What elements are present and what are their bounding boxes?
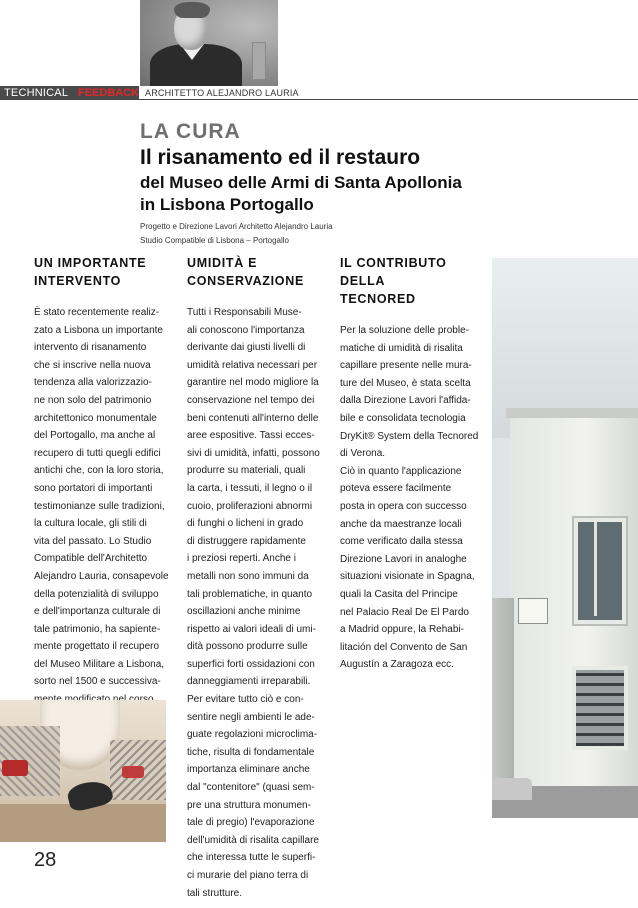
facade-sign bbox=[518, 598, 548, 624]
column-2-heading bbox=[187, 254, 337, 290]
rubric-divider bbox=[0, 99, 638, 100]
portrait-hair bbox=[174, 2, 210, 18]
museum-facade-photo bbox=[492, 258, 638, 818]
facade-upper-window bbox=[574, 518, 626, 624]
page-number: 28 bbox=[34, 849, 57, 871]
rubric-author: ARCHITETTO ALEJANDRO LAURIA bbox=[145, 88, 299, 98]
facade-cornice bbox=[506, 408, 638, 418]
column-3-heading bbox=[340, 254, 490, 308]
rubric-technical: TECHNICAL bbox=[4, 87, 69, 99]
article-kicker: LA CURA bbox=[140, 120, 241, 143]
article-column-3 bbox=[340, 254, 490, 674]
facade-window-mullion bbox=[594, 522, 597, 616]
interior-red-object-right bbox=[122, 766, 144, 778]
column-3-heading-line1: IL CONTRIBUTO DELLA bbox=[340, 256, 447, 288]
portrait-tower bbox=[252, 42, 266, 80]
article-title: Il risanamento ed il restauro bbox=[140, 146, 421, 169]
column-2-heading-line1: UMIDITÀ E bbox=[187, 256, 258, 270]
column-1-heading-line1: UN IMPORTANTE bbox=[34, 256, 147, 270]
column-2-text: Tutti i Responsabili Muse- ali conoscono l'importanza derivante dai giusti livelli di umidità relativa necessari per garantire nel modo migliore la conservazione nel tempo dei beni contenuti all'interno delle aree espositive. Tassi ecces- sivi di umidità, infatti, possono produrre su materiali, quali la carta, i tessuti, il legno o il cuoio, proliferazioni abnormi di funghi o licheni in grado di distruggere rapidamente i preziosi reperti. Anche i metalli non sono immuni da tali problematiche, in quanto oscillazioni anche minime rispetto ai valori ideali di umi- dità possono produrre sulle superfici forti ossidazioni con danneggiamenti irreparabili. Per evitare tutto ciò e con- sentire negli ambienti le ade- guate regolazioni microclima- tiche, risulta di fondamentale importanza eliminare anche dal "contenitore" (quasi sem- pre una struttura monumen- tale di pregio) l'evaporazione dell'umidità di risalita capillare che interessa tutte le superfi- ci murarie del piano terra di tali strutture. bbox=[187, 307, 320, 899]
museum-interior-photo bbox=[0, 700, 166, 842]
article-headline bbox=[140, 120, 620, 248]
column-1-text: È stato recentemente realiz- zato a Lisbona un importante intervento di risanamento che si inscrive nella nuova tendenza alla valorizzazio- ne non solo del patrimonio architettonico monumentale del Portogallo, ma anche al recupero di tutti quegli edifici antichi che, con la loro storia, sono portatori di importanti testimonianze sulle tradizioni, la cultura locale, gli stili di vita del passato. Lo Studio Compatible dell'Architetto Alejandro Lauria, consapevole della potenzialità di sviluppo e dell'importanza culturale di tale patrimonio, ha sapiente- mente progettato il recupero del Museo Militare a Lisbona, sorto nel 1500 e successiva- bbox=[34, 307, 169, 688]
facade-side-wall bbox=[492, 598, 514, 788]
column-3-heading-line2: TECNORED bbox=[340, 292, 416, 306]
section-rubric bbox=[0, 86, 638, 100]
column-2-heading-line2: CONSERVAZIONE bbox=[187, 274, 304, 288]
column-3-text: Per la soluzione delle proble- matiche di umidità di risalita capillare presente nelle mura- ture del Museo, è stata scelta dalla Direzione Lavori l'affida- bile e consolidata tecnologia DryKit® System della Tecnored di Verona. Ciò in quanto l'applicazione poteva essere facilmente posta in opera con successo anche da maestranze locali come verificato dalla stessa Direzione Lavori in analoghe situazioni visionate in Spagna, quali la Casita del Principe nel Palacio Real De El Pardo a Madrid oppure, la Rehabi- litación del Convento de San Augustín a Zaragoza ecc. bbox=[340, 325, 479, 671]
rubric-feedback: FEEDBACK bbox=[78, 87, 140, 99]
rubric-label-box bbox=[0, 86, 139, 100]
article-subtitle-line1: del Museo delle Armi di Santa Apollonia bbox=[140, 173, 462, 192]
column-1-heading-line2: INTERVENTO bbox=[34, 274, 122, 288]
facade-lower-window bbox=[572, 666, 628, 750]
article-column-2 bbox=[187, 254, 337, 902]
article-subtitle-line2: in Lisbona Portogallo bbox=[140, 195, 314, 214]
interior-red-object-left bbox=[2, 760, 28, 776]
facade-car bbox=[492, 778, 532, 800]
article-credit-line1: Progetto e Direzione Lavori Architetto Alejandro Lauria bbox=[140, 222, 333, 231]
column-1-heading bbox=[34, 254, 184, 290]
article-column-1 bbox=[34, 254, 184, 726]
article-credit-line2: Studio Compatible di Lisbona – Portogallo bbox=[140, 236, 289, 245]
author-portrait-photo bbox=[140, 0, 278, 86]
